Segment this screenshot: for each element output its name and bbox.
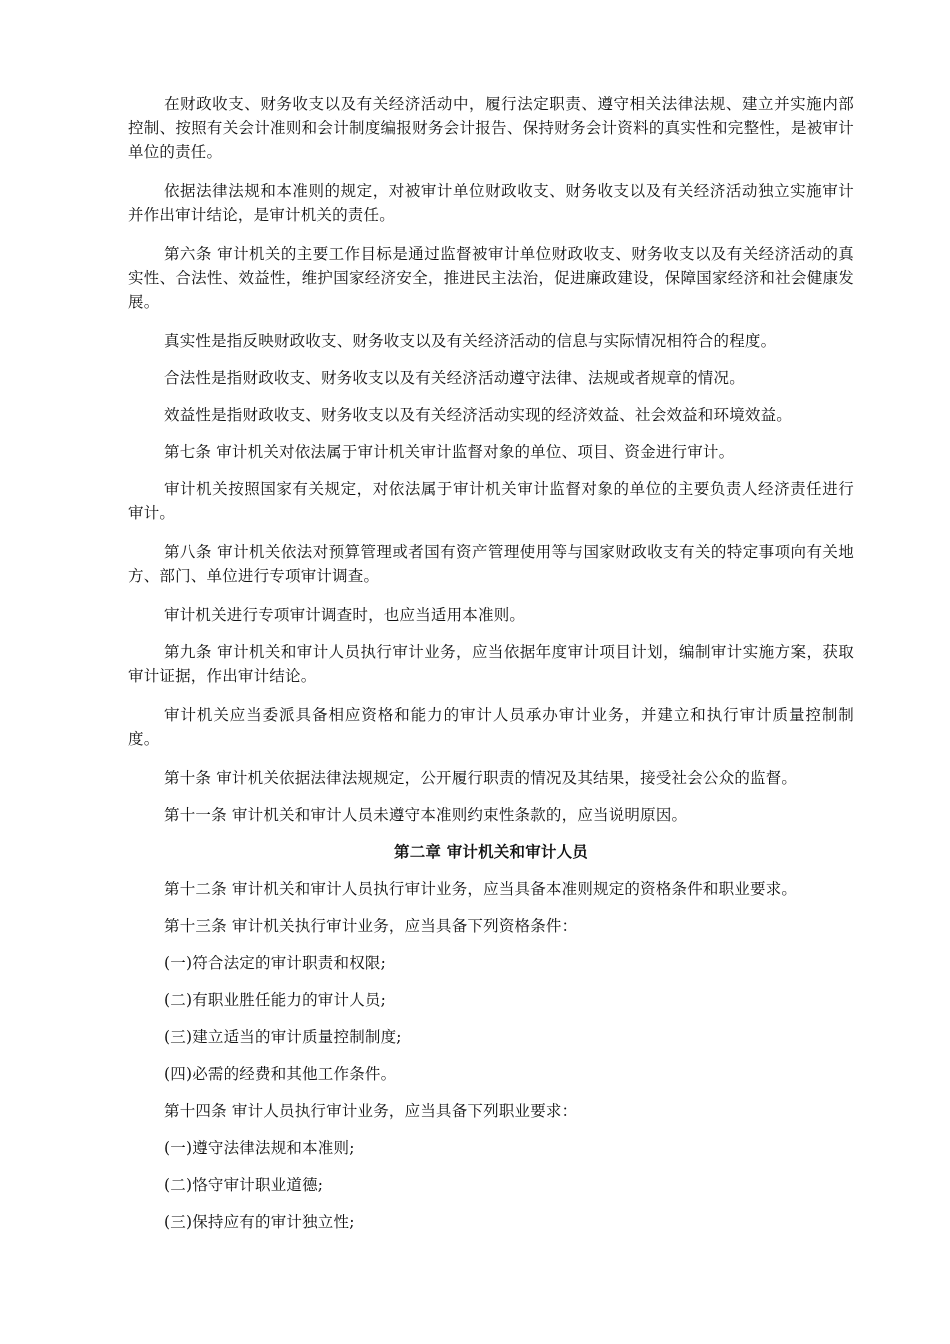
list-item: (四)必需的经费和其他工作条件。 bbox=[164, 1065, 397, 1083]
paragraph-economic-responsibility: 审计机关按照国家有关规定，对依法属于审计机关审计监督对象的单位的主要负责人经济责任进行审计。 bbox=[128, 480, 854, 522]
paragraph-special-investigation: 审计机关进行专项审计调查时，也应当适用本准则。 bbox=[164, 606, 526, 624]
paragraph-effectiveness: 效益性是指财政收支、财务收支以及有关经济活动实现的经济效益、社会效益和环境效益。 bbox=[164, 406, 793, 424]
paragraph-responsibility-audited: 在财政收支、财务收支以及有关经济活动中，履行法定职责、遵守相关法律法规、建立并实施内部控制、按照有关会计准则和会计制度编报财务会计报告、保持财务会计资料的真实性和完整性，是被审计单位的责任。 bbox=[128, 95, 854, 161]
list-item: (一)遵守法律法规和本准则; bbox=[164, 1139, 355, 1157]
article-9: 第九条 审计机关和审计人员执行审计业务，应当依据年度审计项目计划，编制审计实施方案，获取审计证据，作出审计结论。 bbox=[128, 643, 854, 685]
list-item: (二)有职业胜任能力的审计人员; bbox=[164, 991, 387, 1009]
list-item: (一)符合法定的审计职责和权限; bbox=[164, 954, 387, 972]
article-12: 第十二条 审计机关和审计人员执行审计业务，应当具备本准则规定的资格条件和职业要求。 bbox=[164, 880, 798, 898]
article-10: 第十条 审计机关依据法律法规规定，公开履行职责的情况及其结果，接受社会公众的监督。 bbox=[164, 769, 798, 787]
paragraph-legality: 合法性是指财政收支、财务收支以及有关经济活动遵守法律、法规或者规章的情况。 bbox=[164, 369, 745, 387]
article-14: 第十四条 审计人员执行审计业务，应当具备下列职业要求： bbox=[164, 1102, 578, 1120]
article-8: 第八条 审计机关依法对预算管理或者国有资产管理使用等与国家财政收支有关的特定事项向有关地方、部门、单位进行专项审计调查。 bbox=[128, 543, 854, 585]
chapter-heading: 第二章 审计机关和审计人员 bbox=[394, 842, 588, 861]
list-item: (三)保持应有的审计独立性; bbox=[164, 1213, 355, 1231]
list-item: (二)恪守审计职业道德; bbox=[164, 1176, 324, 1194]
article-7: 第七条 审计机关对依法属于审计机关审计监督对象的单位、项目、资金进行审计。 bbox=[164, 443, 735, 461]
article-11: 第十一条 审计机关和审计人员未遵守本准则约束性条款的，应当说明原因。 bbox=[164, 806, 688, 824]
article-6: 第六条 审计机关的主要工作目标是通过监督被审计单位财政收支、财务收支以及有关经济活动的真实性、合法性、效益性，维护国家经济安全，推进民主法治，促进廉政建设，保障国家经济和社会健康发展。 bbox=[128, 245, 854, 311]
paragraph-authenticity: 真实性是指反映财政收支、财务收支以及有关经济活动的信息与实际情况相符合的程度。 bbox=[164, 332, 777, 350]
list-item: (三)建立适当的审计质量控制制度; bbox=[164, 1028, 402, 1046]
article-13: 第十三条 审计机关执行审计业务，应当具备下列资格条件： bbox=[164, 917, 578, 935]
paragraph-responsibility-auditor: 依据法律法规和本准则的规定，对被审计单位财政收支、财务收支以及有关经济活动独立实施审计并作出审计结论，是审计机关的责任。 bbox=[128, 182, 854, 224]
paragraph-assign-auditors: 审计机关应当委派具备相应资格和能力的审计人员承办审计业务，并建立和执行审计质量控制制度。 bbox=[128, 706, 854, 748]
